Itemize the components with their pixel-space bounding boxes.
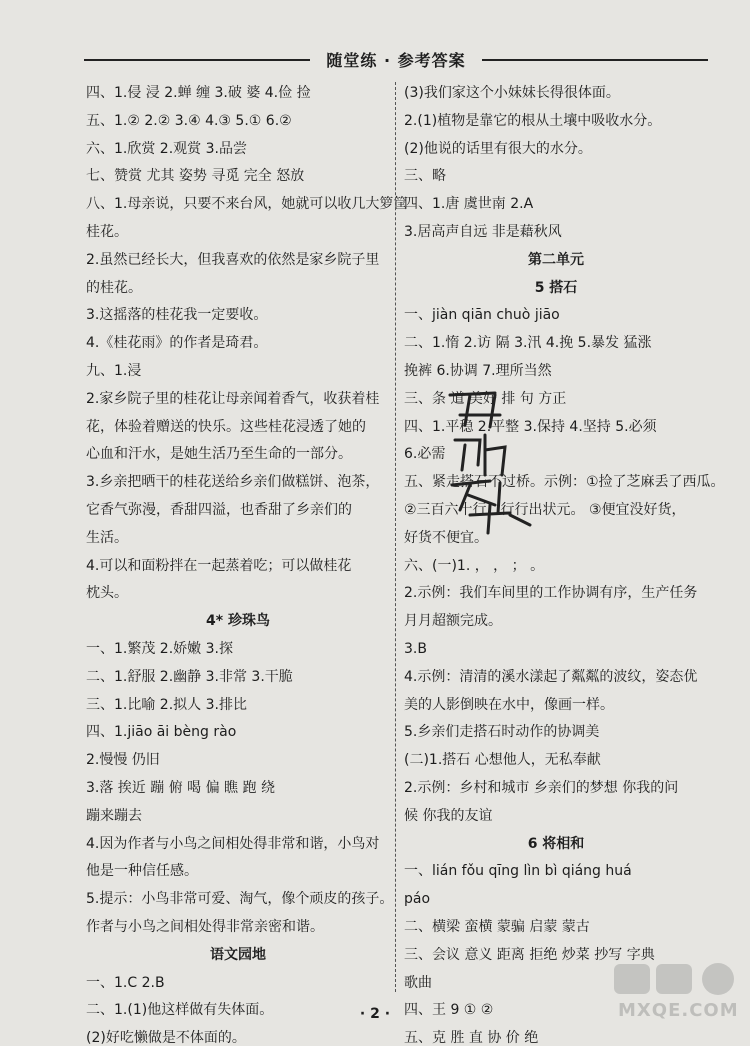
answer-line: ②三百六十行，行行出状元。 ③便宜没好货， — [404, 502, 686, 518]
answer-line: 三、会议 意义 距离 拒绝 炒菜 抄写 字典 — [404, 946, 655, 963]
answer-line: 作者与小鸟之间相处得非常亲密和谐。 — [86, 919, 324, 935]
answer-line: 心血和汗水，是她生活乃至生命的一部分。 — [86, 446, 352, 463]
answer-line: 3.这摇落的桂花我一定要收。 — [86, 307, 268, 324]
answer-line: 六、(一)1. ， ， ； 。 — [404, 557, 545, 574]
answer-line: 二、横梁 蛮横 蒙骗 启蒙 蒙古 — [404, 919, 590, 935]
answer-line: 四、1.平稳 2.平整 3.保持 4.坚持 5.必须 — [404, 418, 657, 435]
answer-line: 5.提示：小鸟非常可爱、淘气，像个顽皮的孩子。 — [86, 891, 394, 908]
answer-line: 2.示例：乡村和城市 乡亲们的梦想 你我的问 — [404, 780, 679, 796]
answer-line: 七、赞赏 尤其 姿势 寻觅 完全 怒放 — [86, 168, 305, 185]
answer-line: (2)他说的话里有很大的水分。 — [404, 140, 592, 157]
answer-line: 6.必需 — [404, 446, 446, 463]
header-rule-left — [84, 59, 310, 61]
page-number: · 2 · — [359, 1006, 391, 1022]
answer-line: 一、1.C 2.B — [86, 974, 165, 991]
answer-line: 五、克 胜 直 协 价 绝 — [404, 1030, 539, 1046]
answer-line: 五、紧走搭石不过桥。示例：①捡了芝麻丢了西瓜。 — [404, 474, 725, 491]
answer-line: 一、lián fǒu qīng lìn bì qiáng huá — [404, 863, 632, 880]
section-heading: 5 搭石 — [534, 279, 578, 296]
answer-line: 3.居高声自远 非是藉秋风 — [404, 224, 562, 240]
answer-line: 三、略 — [404, 168, 446, 185]
page-title: 随堂练 · 参考答案 — [326, 51, 466, 70]
answer-line: 候 你我的友谊 — [404, 807, 493, 824]
answer-line: 桂花。 — [86, 224, 128, 240]
answer-line: 2.(1)植物是靠它的根从土壤中吸收水分。 — [404, 112, 662, 129]
column-divider — [395, 82, 396, 992]
answer-line: 美的人影倒映在水中，像画一样。 — [404, 696, 614, 713]
answer-line: 三、1.比喻 2.拟人 3.排比 — [86, 696, 247, 713]
answer-line: 一、1.繁茂 2.娇嫩 3.探 — [86, 641, 233, 657]
watermark-logo — [610, 960, 740, 1030]
answer-line: 4.因为作者与小鸟之间相处得非常和谐，小鸟对 — [86, 835, 380, 852]
answer-line: 5.乡亲们走搭石时动作的协调美 — [404, 724, 600, 741]
answer-line: 四、1.唐 虞世南 2.A — [404, 196, 534, 213]
answer-line: 2.虽然已经长大，但我喜欢的依然是家乡院子里 — [86, 251, 380, 268]
section-heading: 4* 珍珠鸟 — [206, 613, 270, 630]
answer-line: 2.慢慢 仍旧 — [86, 752, 160, 769]
answer-line: 好货不便宜。 — [404, 529, 488, 546]
section-heading: 6 将相和 — [527, 835, 585, 852]
answer-line: 歌曲 — [404, 974, 432, 991]
answer-line: 八、1.母亲说，只要不来台风，她就可以收几大箩筐 — [86, 196, 408, 213]
answer-line: 九、1.浸 — [86, 363, 142, 379]
answer-line: 它香气弥漫，香甜四溢，也香甜了乡亲们的 — [86, 502, 352, 518]
answer-line: 3.B — [404, 641, 427, 657]
answer-line: 六、1.欣赏 2.观赏 3.品尝 — [86, 140, 247, 157]
answer-line: 3.乡亲把晒干的桂花送给乡亲们做糕饼、泡茶， — [86, 474, 380, 491]
answer-line: 生活。 — [86, 529, 128, 546]
answer-line: 2.家乡院子里的桂花让母亲闻着香气，收获着桂 — [86, 390, 380, 407]
answer-line: 蹦来蹦去 — [86, 807, 142, 824]
answer-line: (3)我们家这个小妹妹长得很体面。 — [404, 85, 620, 101]
watermark-text: MXQE.COM — [618, 1000, 739, 1021]
answer-line: 三、条 道 美好 排 句 方正 — [404, 390, 567, 407]
answer-line: 四、王 9 ① ② — [404, 1002, 494, 1019]
answer-line: 枕头。 — [86, 585, 128, 602]
answer-line: 2.示例：我们车间里的工作协调有序，生产任务 — [404, 585, 698, 602]
answer-line: 挽裤 6.协调 7.理所当然 — [404, 363, 552, 379]
answer-line: 4.示例：清清的溪水漾起了粼粼的波纹，姿态优 — [404, 668, 698, 685]
answer-line: 二、1.舒服 2.幽静 3.非常 3.干脆 — [86, 668, 293, 685]
answer-line: 二、1.(1)他这样做有失体面。 — [86, 1002, 274, 1019]
answer-line: 他是一种信任感。 — [86, 863, 198, 880]
answer-line: 的桂花。 — [86, 279, 142, 296]
header-rule-right — [482, 59, 708, 61]
answer-line: (二)1.搭石 心想他人，无私奉献 — [404, 752, 601, 769]
answer-line: 五、1.② 2.② 3.④ 4.③ 5.① 6.② — [86, 112, 292, 129]
answer-line: páo — [404, 891, 431, 908]
page-header — [84, 48, 708, 72]
answer-line: 四、1.jiāo āi bèng rào — [86, 724, 237, 741]
answer-line: 二、1.惰 2.访 隔 3.汛 4.挽 5.暴发 猛涨 — [404, 335, 652, 352]
handwritten-scribble — [440, 385, 550, 535]
answer-line: 四、1.侵 浸 2.蝉 缠 3.破 婆 4.俭 捡 — [86, 85, 311, 101]
section-heading: 语文园地 — [210, 946, 266, 963]
answer-line: 月月超额完成。 — [404, 613, 502, 630]
answer-line: 4.《桂花雨》的作者是琦君。 — [86, 335, 268, 352]
answer-line: 4.可以和面粉拌在一起蒸着吃；可以做桂花 — [86, 557, 352, 574]
answer-line: (2)好吃懒做是不体面的。 — [86, 1030, 246, 1046]
answer-line: 一、jiàn qiān chuò jiāo — [404, 307, 560, 324]
answer-line: 3.落 挨近 蹦 俯 喝 偏 瞧 跑 绕 — [86, 780, 275, 796]
answer-line: 花，体验着赠送的快乐。这些桂花浸透了她的 — [86, 418, 366, 435]
section-heading: 第二单元 — [528, 251, 584, 268]
